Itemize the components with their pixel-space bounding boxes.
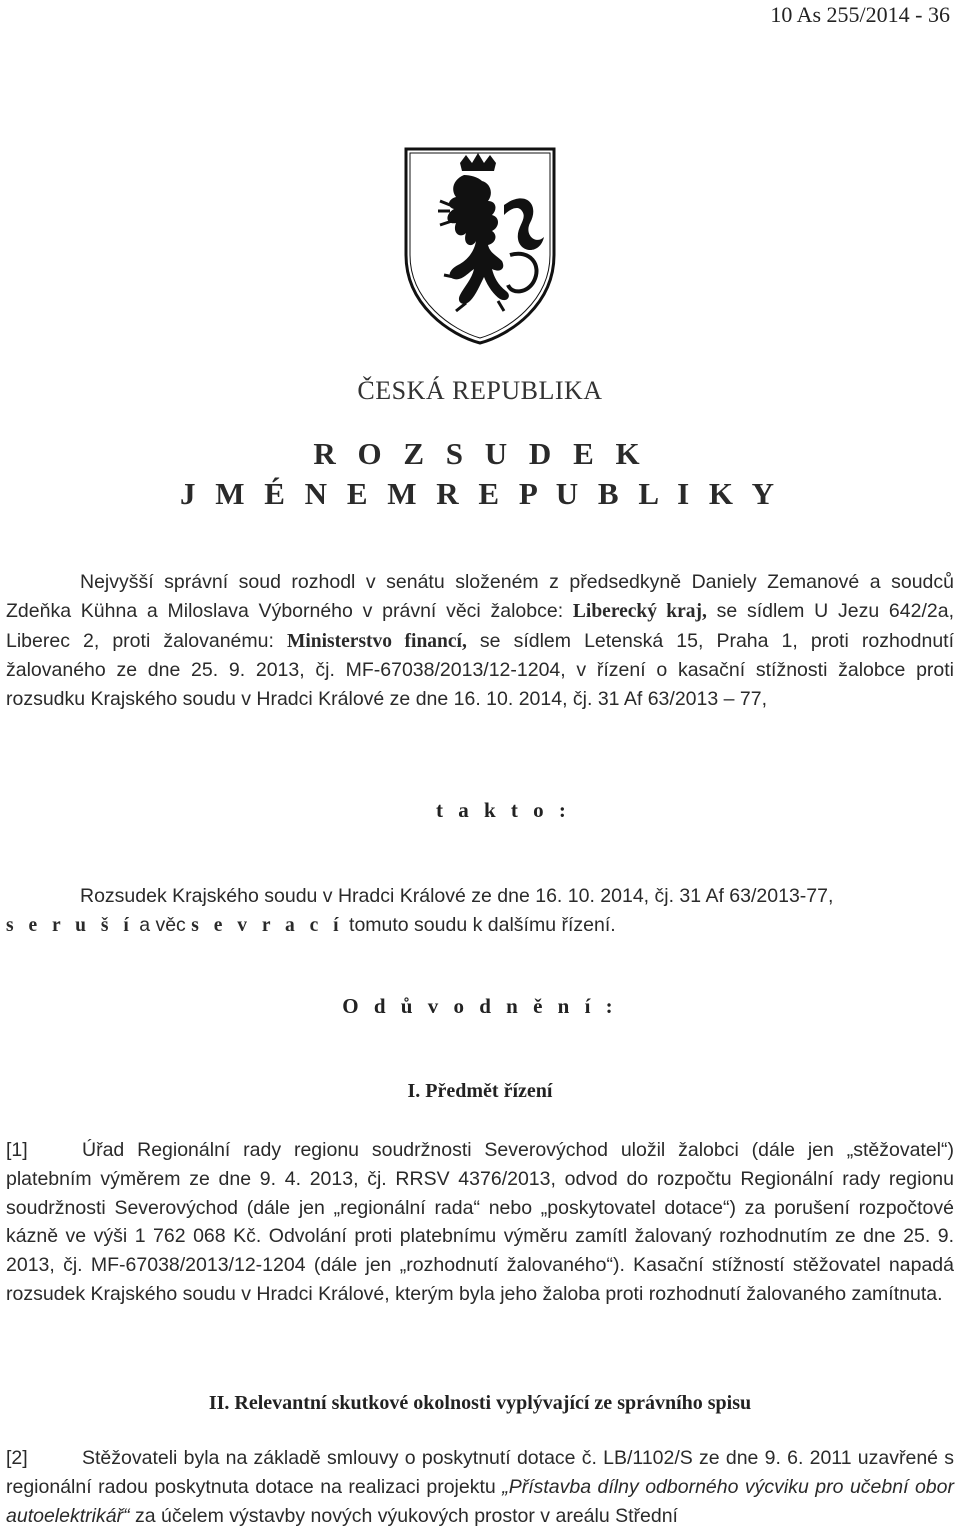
intro-text-3: se sídlem Letenská 15, Praha 1, proti rozhodnutí žalovaného ze dne 25. 9. 2013, čj. MF-67038/2013/12-1204, v řízení o kasační stížnosti žalobce proti rozsudku Krajského soudu v Hradci Králové ze dne 16. 10. 2014, čj. 31 Af 63/2013 – 77, xyxy=(6,629,955,711)
verdict-line-1: Rozsudek Krajského soudu v Hradci Králové ze dne 16. 10. 2014, čj. 31 Af 63/2013-77, xyxy=(80,885,834,907)
takto-heading: t a k t o : xyxy=(436,798,571,822)
paragraph-number: [1] xyxy=(6,1139,28,1161)
paragraph-1-text: Úřad Regionální rady regionu soudržnosti Severovýchod uložil žalobci (dále jen „stěžovatel“) platebním výměrem ze dne 9. 4. 2013, čj. RRSV 4376/2013, odvod do rozpočtu Regionální rady regionu soudržnosti Severovýchod (dále jen „regionální rada“ nebo „poskytovatel dotace“) za porušení rozpočtové kázně ve výši 1 762 068 Kč. Odvolání proti platebnímu výměru zamítl žalovaný rozhodnutím ze dne 25. 9. 2013, čj. MF-67038/2013/12-1204 (dále jen „rozhodnutí žalovaného“). Kasační stížností stěžovatel napadá rozsudek Krajského soudu v Hradci Králové, kterým byla jeho žaloba proti rozhodnutí žalovaného zamítnuta. xyxy=(6,1139,954,1305)
defendant-name: Ministerstvo financí, xyxy=(286,630,467,652)
country-name: ČESKÁ REPUBLIKA xyxy=(357,376,603,405)
state-emblem-icon xyxy=(400,145,560,345)
file-number: 10 As 255/2014 - 36 xyxy=(770,2,950,27)
document-title: R O Z S U D E K xyxy=(313,436,647,471)
intro-paragraph xyxy=(6,568,954,714)
paragraph-2-text-2: za účelem výstavby nových výukových prostor v areálu Střední xyxy=(129,1504,678,1527)
document-subtitle: J M É N E M R E P U B L I K Y xyxy=(180,476,780,511)
verdict-rusi: s e r u š í xyxy=(6,914,134,936)
reasoning-heading: O d ů v o d n ě n í : xyxy=(342,994,618,1018)
section-heading-1: I. Předmět řízení xyxy=(407,1080,553,1102)
verdict-mid: a věc xyxy=(133,913,192,936)
intro-text-2: se sídlem U Jezu 642/2a, Liberec 2, proti žalovanému: xyxy=(6,599,954,652)
verdict-vraci: s e v r a c í xyxy=(191,914,344,936)
paragraph-2-text-1: Stěžovateli byla na základě smlouvy o poskytnutí dotace č. LB/1102/S ze dne 9. 6. 2011 uzavřené s regionální radou poskytnuta dotace na realizaci projektu xyxy=(6,1447,954,1498)
project-name: „Přístavba dílny odborného výcviku pro učební obor autoelektrikář“ xyxy=(6,1475,954,1527)
intro-text-1: Nejvyšší správní soud rozhodl v senátu složeném z předsedkyně Daniely Zemanové a soudců Zdeňka Kühna a Miloslava Výborného v právní věci žalobce: xyxy=(6,571,954,622)
section-heading-2: II. Relevantní skutkové okolnosti vyplývající ze správního spisu xyxy=(208,1392,752,1414)
paragraph-1 xyxy=(6,1136,954,1309)
paragraph-2 xyxy=(6,1444,954,1530)
plaintiff-name: Liberecký kraj, xyxy=(572,600,707,622)
verdict-end: tomuto soudu k dalšímu řízení. xyxy=(343,913,616,936)
verdict-paragraph xyxy=(6,882,954,941)
paragraph-number: [2] xyxy=(6,1447,28,1469)
